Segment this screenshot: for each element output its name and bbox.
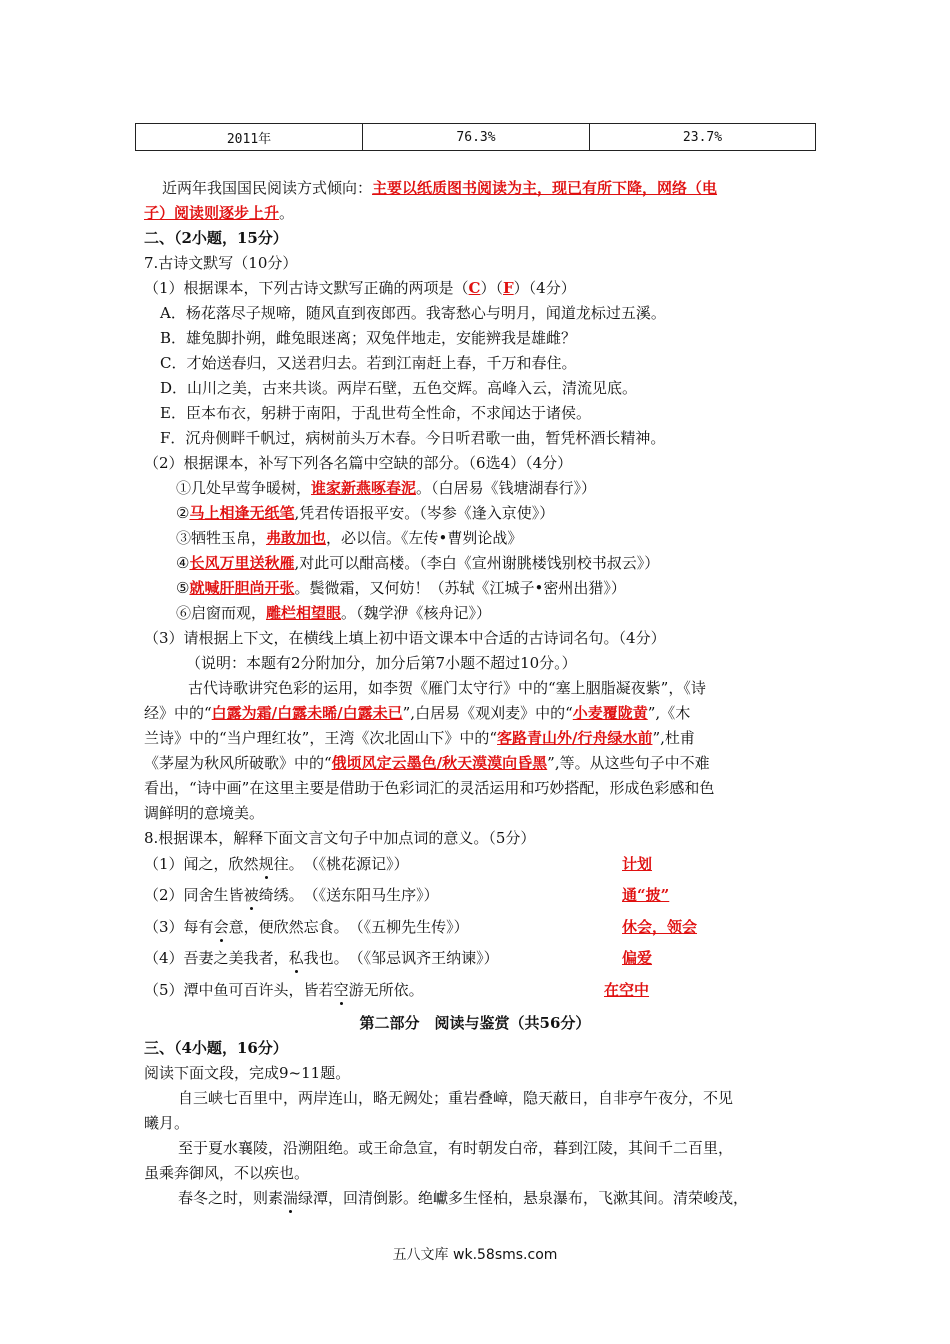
section3-heading: 三、（4小题，16分）: [144, 1039, 288, 1057]
passage-line: 自三峡七百里中，两岸连山，略无阙处；重岩叠嶂，隐天蔽日，自非亭午夜分，不见: [178, 1089, 734, 1107]
reading-trend-line1: 近两年我国国民阅读方式倾向：主要以纸质图书阅读为主，现已有所下降，网络（电: [162, 179, 718, 197]
dotted-word: 私: [288, 949, 304, 967]
dotted-word: 被: [243, 886, 259, 904]
q8-item: （5）潭中鱼可百许头，皆若空游无所依。: [144, 981, 424, 999]
q7-part2-item: ①几处早莺争暖树，谁家新燕啄春泥。（白居易《钱塘湖春行》）: [176, 479, 597, 497]
q7-title: 7.古诗文默写（10分）: [144, 254, 298, 272]
reading-trend-answer: 主要以纸质图书阅读为主，现已有所下降，网络（电: [372, 179, 718, 197]
q7-option-a: A．杨花落尽子规啼，随风直到夜郎西。我寄愁心与明月，闻道龙标过五溪。: [160, 304, 666, 322]
passage-line: 至于夏水襄陵，沿溯阻绝。或王命急宣，有时朝发白帝，暮到江陵，其间千二百里，: [178, 1139, 734, 1157]
dotted-word: 规: [258, 855, 274, 873]
footer-watermark: 五八文库 wk.58sms.com: [392, 1247, 558, 1263]
q7-part3-paragraph-line: 经》中的“白露为霜/白露未晞/白露未已”,白居易《观刈麦》中的“小麦覆陇黄”,《木: [144, 704, 691, 722]
table-row: [136, 124, 816, 151]
q8-answer: 休会，领会: [622, 918, 698, 936]
q7-part3-paragraph-line: 兰诗》中的“当户理红妆”，王湾《次北固山下》中的“客路青山外/行舟绿水前”,杜甫: [144, 729, 695, 747]
section3-intro: 阅读下面文段，完成9~11题。: [144, 1064, 351, 1082]
q7-part3-paragraph-line: 古代诗歌讲究色彩的运用，如李贺《雁门太守行》中的“塞上胭脂凝夜紫”，《诗: [188, 679, 706, 697]
q8-answer: 计划: [622, 855, 653, 873]
dotted-word: 湍: [283, 1189, 299, 1207]
q8-title: 8.根据课本，解释下面文言文句子中加点词的意义。（5分）: [144, 829, 536, 847]
q7-part3-paragraph-line: 调鲜明的意境美。: [144, 804, 265, 822]
q7-option-e: E．臣本布衣，躬耕于南阳，于乱世苟全性命，不求闻达于诸侯。: [160, 404, 591, 422]
q7-part3-paragraph-line: 看出，“诗中画”在这里主要是借助于色彩词汇的灵活运用和巧妙搭配，形成色彩感和色: [144, 779, 715, 797]
reading-trend-line2: 子）阅读则逐步上升。: [144, 204, 295, 222]
dotted-word: 会: [213, 918, 229, 936]
q8-answer: 偏爱: [622, 949, 653, 967]
q7-option-d: D．山川之美，古来共谈。两岸石壁，五色交辉。高峰入云，清流见底。: [160, 379, 638, 397]
table-cell-year: 2011年: [136, 124, 363, 151]
q7-part1-prompt: （1）根据课本，下列古诗文默写正确的两项是（C）（F）（4分）: [144, 279, 576, 297]
q7-part2-prompt: （2）根据课本，补写下列各名篇中空缺的部分。（6选4）（4分）: [144, 454, 573, 472]
table-cell-online: 23.7%: [590, 124, 816, 151]
q8-answer: 通“披”: [622, 886, 670, 904]
q7-option-f: F．沉舟侧畔千帆过，病树前头万木春。今日听君歌一曲，暂凭杯酒长精神。: [160, 429, 666, 447]
q8-item: （3）每有会意，便欣然忘食。 （《五柳先生传》）: [144, 918, 469, 936]
part-two-title: 第二部分 阅读与鉴赏（共56分）: [359, 1014, 591, 1032]
q8-item: （4）吾妻之美我者，私我也。 （《邹忌讽齐王纳谏》）: [144, 949, 499, 967]
table-cell-paper: 76.3%: [363, 124, 590, 151]
q7-part2-item: ②马上相逢无纸笔,凭君传语报平安。（岑参《逢入京使》）: [176, 504, 555, 522]
q7-part3-paragraph-line: 《茅屋为秋风所破歌》中的“俄顷风定云墨色/秋天漠漠向昏黑”,等。从这些句子中不难: [144, 754, 710, 772]
q7-option-c: C．才始送春归，又送君归去。若到江南赶上春，千万和春住。: [160, 354, 577, 372]
dotted-word: 空: [333, 981, 349, 999]
q7-part3-note: （说明：本题有2分附加分，加分后第7小题不超过10分。）: [186, 654, 577, 672]
q7-part2-item: ⑤就喊肝胆尚开张。鬓微霜，又何妨！（苏轼《江城子•密州出猎》）: [176, 579, 626, 597]
q7-part2-item: ③牺牲玉帛，弗敢加也，必以信。《左传•曹刿论战》: [176, 529, 523, 547]
q8-item: （1）闻之，欣然规往。 （《桃花源记》）: [144, 855, 409, 873]
q7-part2-item: ⑥启窗而观，雕栏相望眼。（魏学洢《核舟记》）: [176, 604, 492, 622]
passage-line: 虽乘奔御风，不以疾也。: [144, 1164, 310, 1182]
q7-part2-item: ④长风万里送秋雁,对此可以酣高楼。（李白《宣州谢朓楼饯别校书叔云》）: [176, 554, 660, 572]
section2-heading: 二、（2小题，15分）: [144, 229, 288, 247]
passage-line: 春冬之时，则素湍绿潭，回清倒影。绝巘多生怪柏，悬泉瀑布，飞漱其间。清荣峻茂，: [178, 1189, 749, 1207]
q8-answer: 在空中: [604, 981, 650, 999]
q7-part3-prompt: （3）请根据上下文，在横线上填上初中语文课本中合适的古诗词名句。（4分）: [144, 629, 666, 647]
q7-option-b: B．雄兔脚扑朔，雌兔眼迷离；双兔伴地走，安能辨我是雄雌？: [160, 329, 577, 347]
q8-item: （2）同舍生皆被绮绣。 （《送东阳马生序》）: [144, 886, 439, 904]
reading-stats-table: [135, 123, 816, 151]
passage-line: 曦月。: [144, 1114, 190, 1132]
